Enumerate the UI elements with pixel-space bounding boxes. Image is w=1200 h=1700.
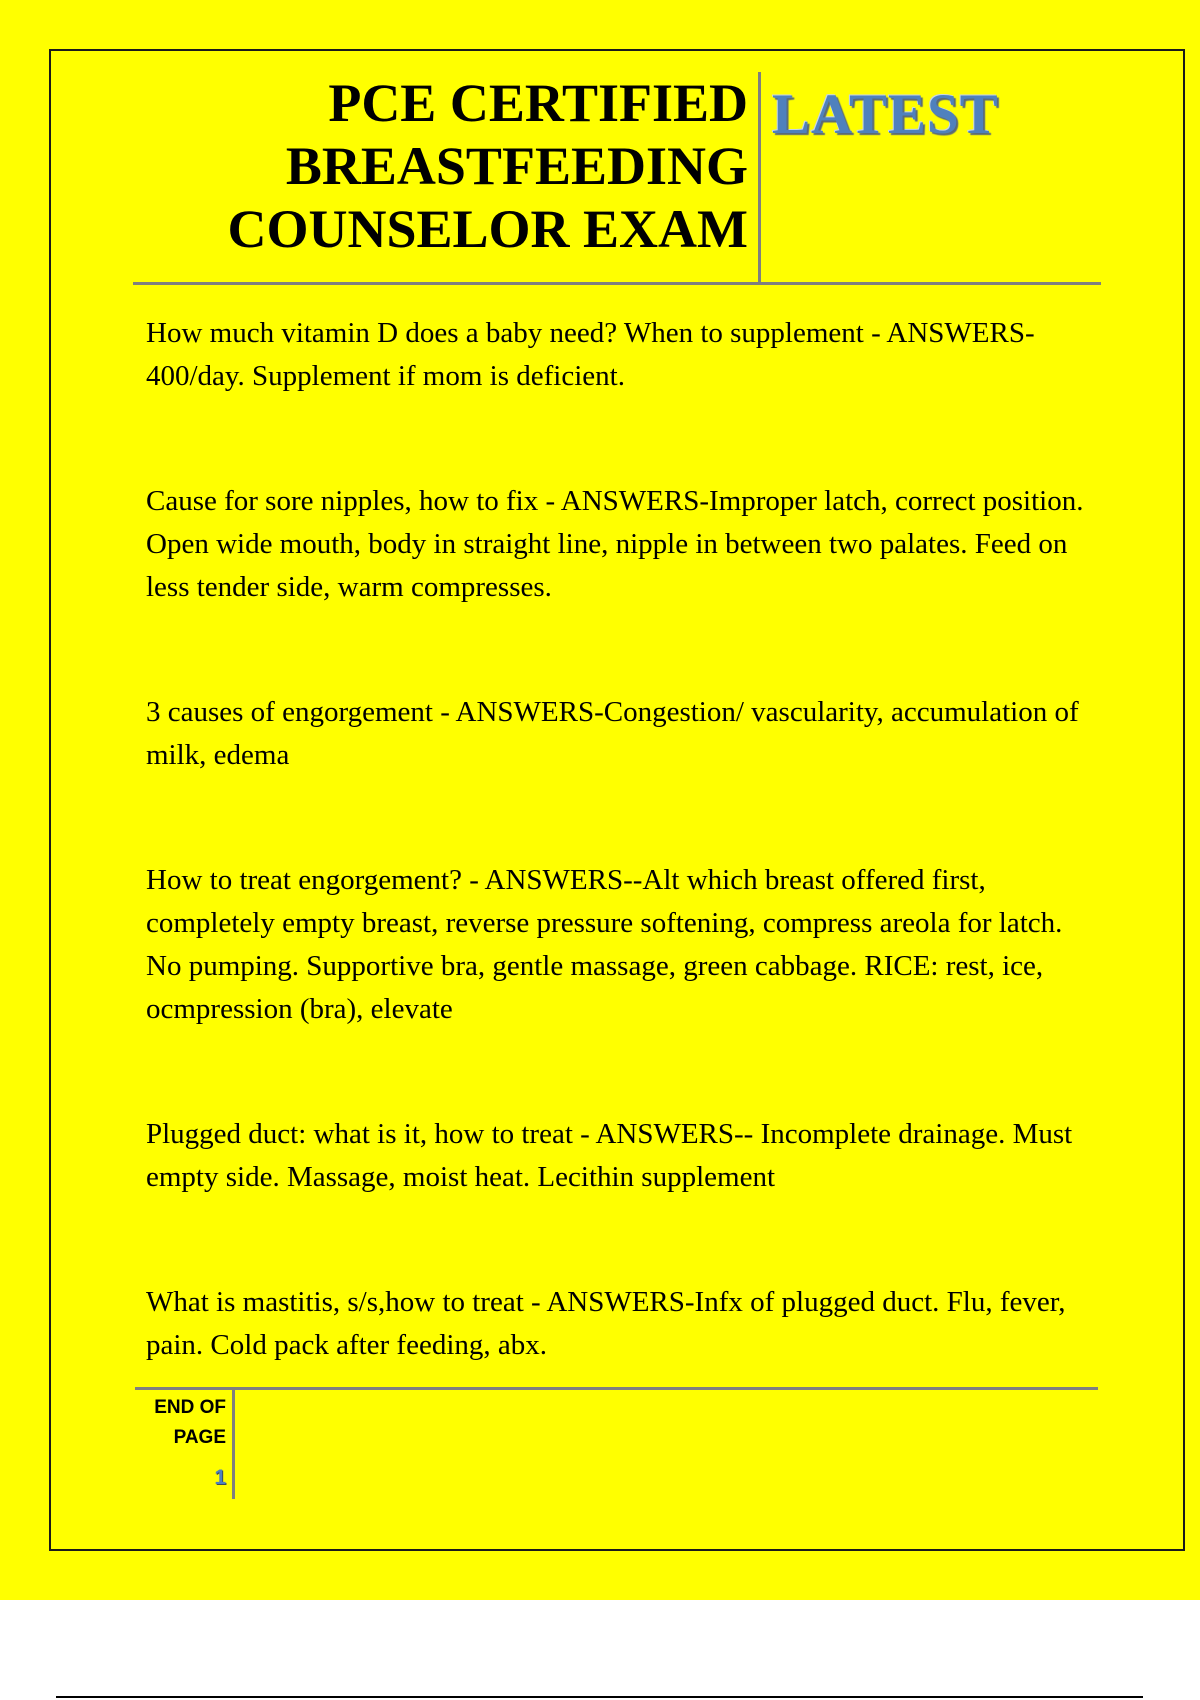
qa-list	[146, 312, 1096, 1449]
page-number: 1	[214, 1466, 226, 1489]
bottom-rule	[56, 1696, 1143, 1698]
qa-item-engorgement-causes: 3 causes of engorgement - ANSWERS-Congestion/ vascularity, accumulation of milk, edema	[146, 696, 1079, 771]
footer-divider-vertical	[232, 1389, 235, 1499]
title-line-2: BREASTFEEDING	[285, 136, 748, 196]
qa-item-mastitis: What is mastitis, s/s,how to treat - ANSWERS-Infx of plugged duct. Flu, fever, pain. Cold pack after feeding, abx.	[146, 1286, 1066, 1361]
latest-badge: LATEST	[772, 83, 999, 146]
qa-item-plugged-duct: Plugged duct: what is it, how to treat - ANSWERS-- Incomplete drainage. Must empty side. Massage, moist heat. Lecithin supplement	[146, 1118, 1073, 1193]
page-label: PAGE	[173, 1427, 226, 1448]
title-line-3: COUNSELOR EXAM	[227, 199, 748, 259]
qa-item-vitamin-d: How much vitamin D does a baby need? When to supplement - ANSWERS-400/day. Supplement if mom is deficient.	[146, 317, 1035, 392]
title-divider-vertical	[758, 72, 761, 282]
end-of-label: END OF	[154, 1397, 226, 1418]
footer-divider-horizontal	[135, 1387, 1098, 1390]
qa-item-engorgement-treatment: How to treat engorgement? - ANSWERS--Alt which breast offered first, completely empty breast, reverse pressure softening, compress areola for latch. No pumping. Supportive bra, gentle massage, green cabbage. RICE: rest, ice, ocmpression (bra), elevate	[146, 864, 1063, 1025]
document-title	[130, 72, 760, 261]
qa-item-sore-nipples: Cause for sore nipples, how to fix - ANSWERS-Improper latch, correct position. Open wide mouth, body in straight line, nipple in between two palates. Feed on less tender side, warm compresses.	[146, 485, 1084, 603]
end-of-page-label	[140, 1393, 226, 1453]
title-line-1: PCE CERTIFIED	[328, 73, 748, 133]
title-divider-horizontal	[133, 282, 1101, 285]
